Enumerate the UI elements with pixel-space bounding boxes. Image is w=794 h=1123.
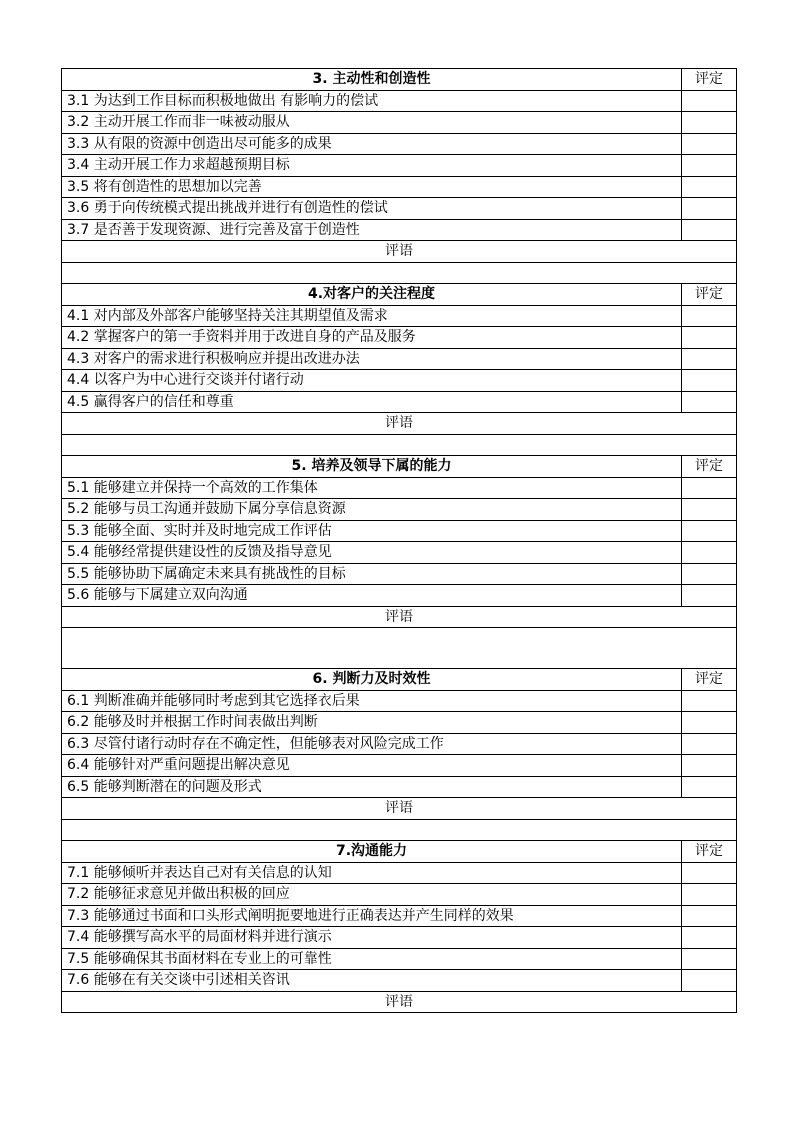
criterion-text: 3.6 勇于向传统模式提出挑战并进行有创造性的偿试 — [62, 198, 682, 220]
criterion-row — [62, 905, 737, 927]
comment-field[interactable] — [62, 262, 737, 284]
rating-cell[interactable] — [682, 690, 737, 712]
rating-cell[interactable] — [682, 585, 737, 607]
criterion-row — [62, 542, 737, 564]
criterion-text: 3.5 将有创造性的思想加以完善 — [62, 176, 682, 198]
criterion-text: 3.2 主动开展工作而非一味被动服从 — [62, 112, 682, 134]
evaluation-table — [61, 68, 737, 1013]
criterion-text: 7.5 能够确保其书面材料在专业上的可靠性 — [62, 948, 682, 970]
rating-cell[interactable] — [682, 219, 737, 241]
rating-cell[interactable] — [682, 884, 737, 906]
rating-cell[interactable] — [682, 477, 737, 499]
criterion-text: 4.1 对内部及外部客户能够坚持关注其期望值及需求 — [62, 305, 682, 327]
criterion-row — [62, 862, 737, 884]
comment-label: 评语 — [62, 798, 737, 820]
criterion-row — [62, 776, 737, 798]
criterion-text: 7.4 能够撰写高水平的局面材料并进行演示 — [62, 927, 682, 949]
criterion-text: 3.3 从有限的资源中创造出尽可能多的成果 — [62, 133, 682, 155]
comment-field[interactable] — [62, 819, 737, 841]
criterion-text: 4.4 以客户为中心进行交谈并付诸行动 — [62, 370, 682, 392]
section-header-row — [62, 69, 737, 91]
criterion-row — [62, 563, 737, 585]
criterion-text: 7.3 能够通过书面和口头形式阐明扼要地进行正确表达并产生同样的效果 — [62, 905, 682, 927]
comment-label-row — [62, 991, 737, 1013]
criterion-text: 4.5 赢得客户的信任和尊重 — [62, 391, 682, 413]
rating-cell[interactable] — [682, 499, 737, 521]
criterion-text: 7.2 能够征求意见并做出积极的回应 — [62, 884, 682, 906]
criterion-text: 5.2 能够与员工沟通并鼓励下属分享信息资源 — [62, 499, 682, 521]
criterion-row — [62, 948, 737, 970]
rating-header: 评定 — [682, 284, 737, 306]
rating-cell[interactable] — [682, 948, 737, 970]
comment-label: 评语 — [62, 606, 737, 628]
rating-cell[interactable] — [682, 370, 737, 392]
criterion-text: 6.2 能够及时并根据工作时间表做出判断 — [62, 712, 682, 734]
criterion-text: 5.4 能够经常提供建设性的反馈及指导意见 — [62, 542, 682, 564]
comment-field[interactable] — [62, 434, 737, 456]
section-title: 5. 培养及领导下属的能力 — [62, 456, 682, 478]
comment-label-row — [62, 798, 737, 820]
criterion-row — [62, 133, 737, 155]
criterion-row — [62, 690, 737, 712]
criterion-row — [62, 327, 737, 349]
rating-cell[interactable] — [682, 755, 737, 777]
rating-cell[interactable] — [682, 733, 737, 755]
criterion-text: 6.4 能够针对严重问题提出解决意见 — [62, 755, 682, 777]
rating-cell[interactable] — [682, 155, 737, 177]
criterion-text: 3.7 是否善于发现资源、进行完善及富于创造性 — [62, 219, 682, 241]
criterion-row — [62, 499, 737, 521]
criterion-row — [62, 970, 737, 992]
rating-header: 评定 — [682, 69, 737, 91]
criterion-row — [62, 305, 737, 327]
comment-label-row — [62, 606, 737, 628]
comment-blank-row — [62, 628, 737, 669]
criterion-row — [62, 155, 737, 177]
rating-cell[interactable] — [682, 970, 737, 992]
rating-cell[interactable] — [682, 112, 737, 134]
criterion-row — [62, 90, 737, 112]
rating-cell[interactable] — [682, 133, 737, 155]
section-header-row — [62, 669, 737, 691]
criterion-row — [62, 391, 737, 413]
section-header-row — [62, 456, 737, 478]
criterion-row — [62, 733, 737, 755]
criterion-text: 4.3 对客户的需求进行积极响应并提出改进办法 — [62, 348, 682, 370]
section-title: 7.沟通能力 — [62, 841, 682, 863]
criterion-text: 5.3 能够全面、实时并及时地完成工作评估 — [62, 520, 682, 542]
comment-label: 评语 — [62, 413, 737, 435]
criterion-text: 3.1 为达到工作目标而积极地做出 有影响力的偿试 — [62, 90, 682, 112]
criterion-text: 6.1 判断准确并能够同时考虑到其它选择衣后果 — [62, 690, 682, 712]
criterion-row — [62, 219, 737, 241]
criterion-row — [62, 370, 737, 392]
criterion-row — [62, 520, 737, 542]
rating-cell[interactable] — [682, 542, 737, 564]
comment-label-row — [62, 413, 737, 435]
criterion-text: 5.5 能够协助下属确定未来具有挑战性的目标 — [62, 563, 682, 585]
criterion-text: 5.1 能够建立并保持一个高效的工作集体 — [62, 477, 682, 499]
rating-cell[interactable] — [682, 327, 737, 349]
rating-cell[interactable] — [682, 520, 737, 542]
rating-cell[interactable] — [682, 563, 737, 585]
comment-blank-row — [62, 819, 737, 841]
criterion-text: 5.6 能够与下属建立双向沟通 — [62, 585, 682, 607]
criterion-text: 6.3 尽管付诸行动时存在不确定性，但能够表对风险完成工作 — [62, 733, 682, 755]
section-header-row — [62, 841, 737, 863]
criterion-row — [62, 112, 737, 134]
criterion-row — [62, 927, 737, 949]
criterion-row — [62, 712, 737, 734]
rating-cell[interactable] — [682, 305, 737, 327]
section-title: 4.对客户的关注程度 — [62, 284, 682, 306]
criterion-row — [62, 477, 737, 499]
rating-cell[interactable] — [682, 391, 737, 413]
evaluation-table-body — [62, 69, 737, 1013]
rating-cell[interactable] — [682, 927, 737, 949]
comment-label: 评语 — [62, 241, 737, 263]
criterion-text: 4.2 掌握客户的第一手资料并用于改进自身的产品及服务 — [62, 327, 682, 349]
rating-header: 评定 — [682, 669, 737, 691]
rating-cell[interactable] — [682, 198, 737, 220]
comment-field[interactable] — [62, 628, 737, 669]
section-title: 3. 主动性和创造性 — [62, 69, 682, 91]
section-title: 6. 判断力及时效性 — [62, 669, 682, 691]
criterion-row — [62, 198, 737, 220]
criterion-text: 7.1 能够倾听并表达自己对有关信息的认知 — [62, 862, 682, 884]
rating-cell[interactable] — [682, 776, 737, 798]
rating-cell[interactable] — [682, 348, 737, 370]
criterion-text: 6.5 能够判断潜在的问题及形式 — [62, 776, 682, 798]
rating-cell[interactable] — [682, 712, 737, 734]
criterion-text: 7.6 能够在有关交谈中引述相关咨讯 — [62, 970, 682, 992]
rating-cell[interactable] — [682, 862, 737, 884]
comment-label: 评语 — [62, 991, 737, 1013]
section-header-row — [62, 284, 737, 306]
comment-label-row — [62, 241, 737, 263]
criterion-row — [62, 176, 737, 198]
comment-blank-row — [62, 262, 737, 284]
rating-header: 评定 — [682, 456, 737, 478]
criterion-text: 3.4 主动开展工作力求超越预期目标 — [62, 155, 682, 177]
criterion-row — [62, 585, 737, 607]
criterion-row — [62, 348, 737, 370]
comment-blank-row — [62, 434, 737, 456]
criterion-row — [62, 884, 737, 906]
rating-cell[interactable] — [682, 176, 737, 198]
rating-cell[interactable] — [682, 905, 737, 927]
criterion-row — [62, 755, 737, 777]
rating-cell[interactable] — [682, 90, 737, 112]
rating-header: 评定 — [682, 841, 737, 863]
